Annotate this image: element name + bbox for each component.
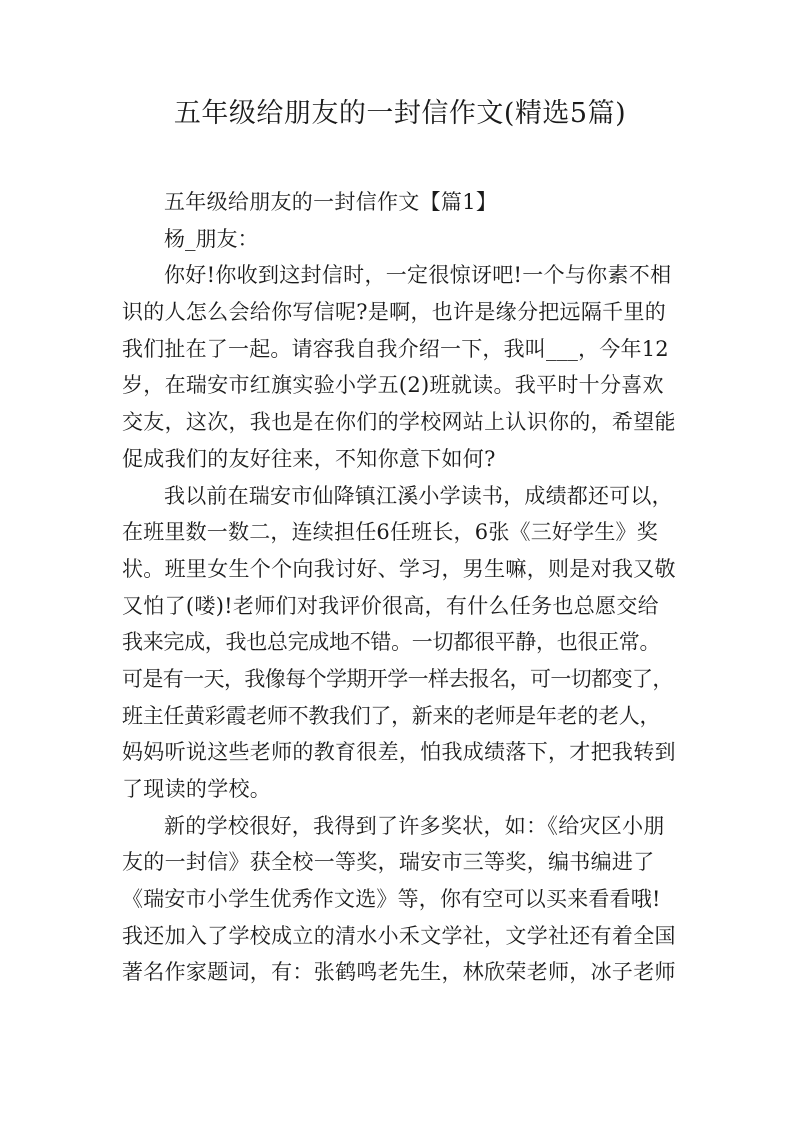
- paragraph-line: 著名作家题词，有：张鹤鸣老先生，林欣荣老师，冰子老师: [122, 960, 676, 985]
- paragraph-line: 在班里数一数二，连续担任6任班长，6张《三好学生》奖: [122, 520, 658, 545]
- paragraph-line: 状。班里女生个个向我讨好、学习，男生嘛，则是对我又敬: [122, 556, 676, 581]
- paragraph-line: 妈妈听说这些老师的教育很差，怕我成绩落下，才把我转到: [122, 740, 676, 765]
- paragraph-line: 你好!你收到这封信时，一定很惊讶吧!一个与你素不相: [164, 263, 672, 288]
- paragraph-line: 岁，在瑞安市红旗实验小学五(2)班就读。我平时十分喜欢: [122, 373, 664, 398]
- paragraph-line: 可是有一天，我像每个学期开学一样去报名，可一切都变了，: [122, 666, 673, 691]
- document-title: 五年级给朋友的一封信作文(精选5篇): [173, 98, 627, 129]
- paragraph-line: 我们扯在了一起。请容我自我介绍一下，我叫___，今年12: [122, 336, 669, 361]
- paragraph-line: 我以前在瑞安市仙降镇江溪小学读书，成绩都还可以，: [164, 483, 673, 508]
- section-heading: 五年级给朋友的一封信作文【篇1】: [164, 190, 498, 214]
- paragraph-line: 我还加入了学校成立的清水小禾文学社，文学社还有着全国: [122, 923, 676, 948]
- paragraph-line: 交友，这次，我也是在你们的学校网站上认识你的，希望能: [122, 410, 676, 435]
- paragraph-line: 促成我们的友好往来，不知你意下如何?: [122, 446, 496, 471]
- document-body: [122, 184, 694, 991]
- paragraph-line: 《瑞安市小学生优秀作文选》等，你有空可以买来看看哦!: [122, 887, 661, 912]
- paragraph-line: 识的人怎么会给你写信呢?是啊，也许是缘分把远隔千里的: [122, 300, 667, 325]
- paragraph-line: 班主任黄彩霞老师不教我们了，新来的老师是年老的老人，: [122, 703, 661, 728]
- paragraph-line: 了现读的学校。: [122, 777, 272, 801]
- salutation: 杨_朋友：: [164, 226, 259, 251]
- paragraph-line: 又怕了(喽)!老师们对我评价很高，有什么任务也总愿交给: [122, 593, 659, 618]
- paragraph-line: 新的学校很好，我得到了许多奖状，如：《给灾区小朋: [164, 813, 665, 838]
- paragraph-line: 我来完成，我也总完成地不错。一切都很平静，也很正常。: [122, 630, 661, 655]
- paragraph-line: 友的一封信》获全校一等奖，瑞安市三等奖，编书编进了: [122, 850, 655, 875]
